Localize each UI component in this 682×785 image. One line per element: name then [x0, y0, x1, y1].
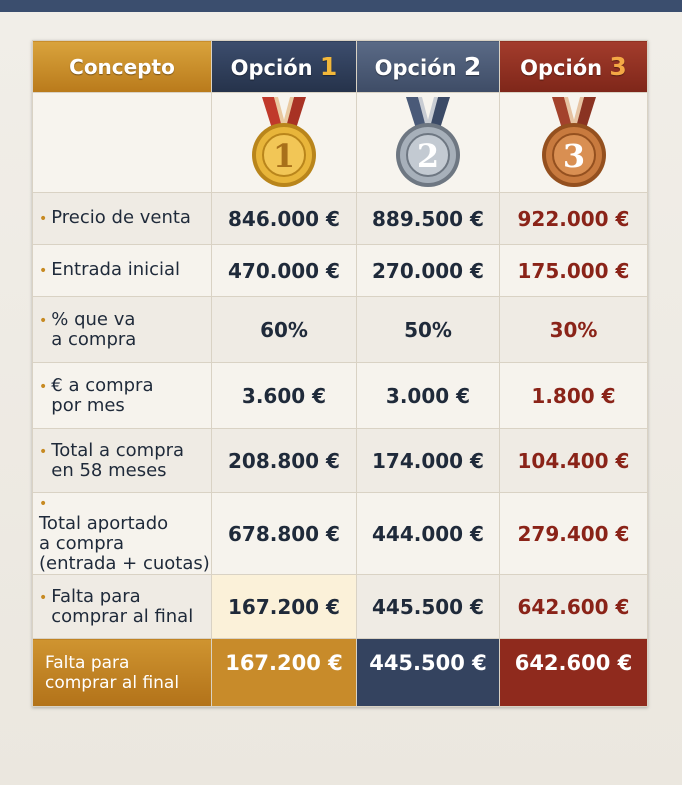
footer-row — [33, 639, 648, 707]
value-option-1: 208.800 € — [212, 429, 357, 493]
silver-medal-icon — [388, 97, 468, 189]
bronze-medal-icon — [534, 97, 614, 189]
top-bar — [0, 0, 682, 12]
table-row — [33, 363, 648, 429]
row-label — [33, 245, 212, 297]
row-label — [33, 297, 212, 363]
value-option-1: 470.000 € — [212, 245, 357, 297]
header-option-3-word: Opción — [520, 56, 603, 80]
medal-row — [33, 93, 648, 193]
row-label-text: % que va a compra — [51, 308, 137, 350]
row-label — [33, 429, 212, 493]
row-label — [33, 575, 212, 639]
table-row — [33, 575, 648, 639]
bullet-icon: • — [39, 211, 48, 227]
bullet-icon: • — [39, 378, 48, 395]
table-row — [33, 193, 648, 245]
row-label-text: Total aportado a compra (entrada + cuotas) — [39, 513, 210, 574]
bullet-icon: • — [39, 312, 48, 329]
row-label-text: Falta para comprar al final — [51, 585, 194, 627]
value-option-2: 444.000 € — [357, 493, 500, 575]
comparison-table — [32, 40, 648, 707]
row-label — [33, 493, 212, 575]
value-option-2: 889.500 € — [357, 193, 500, 245]
value-option-3: 175.000 € — [500, 245, 648, 297]
header-option-2-word: Opción — [374, 56, 457, 80]
value-option-3: 1.800 € — [500, 363, 648, 429]
row-label-text: Entrada inicial — [51, 259, 181, 280]
value-option-3: 279.400 € — [500, 493, 648, 575]
footer-value-option-3: 642.600 € — [500, 639, 648, 707]
bullet-icon: • — [39, 443, 48, 460]
table-row — [33, 493, 648, 575]
value-option-1: 60% — [212, 297, 357, 363]
bullet-icon: • — [39, 263, 48, 279]
header-option-2-number: 2 — [463, 52, 482, 81]
value-option-3: 104.400 € — [500, 429, 648, 493]
row-label-text: Precio de venta — [51, 207, 191, 228]
header-option-3 — [500, 41, 648, 93]
header-option-1 — [212, 41, 357, 93]
bullet-icon: • — [39, 589, 48, 606]
medal-cell-2 — [357, 93, 500, 193]
medal-cell-1 — [212, 93, 357, 193]
table-row — [33, 245, 648, 297]
row-label-text: € a compra por mes — [51, 374, 154, 416]
value-option-2: 445.500 € — [357, 575, 500, 639]
value-option-1: 678.800 € — [212, 493, 357, 575]
value-option-2: 174.000 € — [357, 429, 500, 493]
header-option-1-word: Opción — [230, 56, 313, 80]
header-row — [33, 41, 648, 93]
value-option-3: 642.600 € — [500, 575, 648, 639]
medal-cell-3 — [500, 93, 648, 193]
header-option-3-number: 3 — [609, 52, 627, 81]
value-option-1: 3.600 € — [212, 363, 357, 429]
value-option-3: 922.000 € — [500, 193, 648, 245]
footer-label: Falta para comprar al final — [33, 639, 212, 707]
value-option-2: 50% — [357, 297, 500, 363]
footer-value-option-2: 445.500 € — [357, 639, 500, 707]
footer-value-option-1: 167.200 € — [212, 639, 357, 707]
header-option-1-number: 1 — [319, 52, 338, 81]
medal-row-empty — [33, 93, 212, 193]
row-label — [33, 193, 212, 245]
row-label — [33, 363, 212, 429]
value-option-2: 3.000 € — [357, 363, 500, 429]
medal-3-label: 3 — [562, 136, 585, 175]
medal-1-label: 1 — [272, 136, 296, 175]
gold-medal-icon — [244, 97, 324, 189]
value-option-3: 30% — [500, 297, 648, 363]
header-option-2 — [357, 41, 500, 93]
value-option-1: 167.200 € — [212, 575, 357, 639]
bullet-icon: • — [39, 496, 48, 512]
header-concept: Concepto — [33, 41, 212, 93]
value-option-1: 846.000 € — [212, 193, 357, 245]
value-option-2: 270.000 € — [357, 245, 500, 297]
row-label-text: Total a compra en 58 meses — [51, 439, 185, 481]
medal-2-label: 2 — [416, 136, 440, 175]
table-row — [33, 297, 648, 363]
table-row — [33, 429, 648, 493]
